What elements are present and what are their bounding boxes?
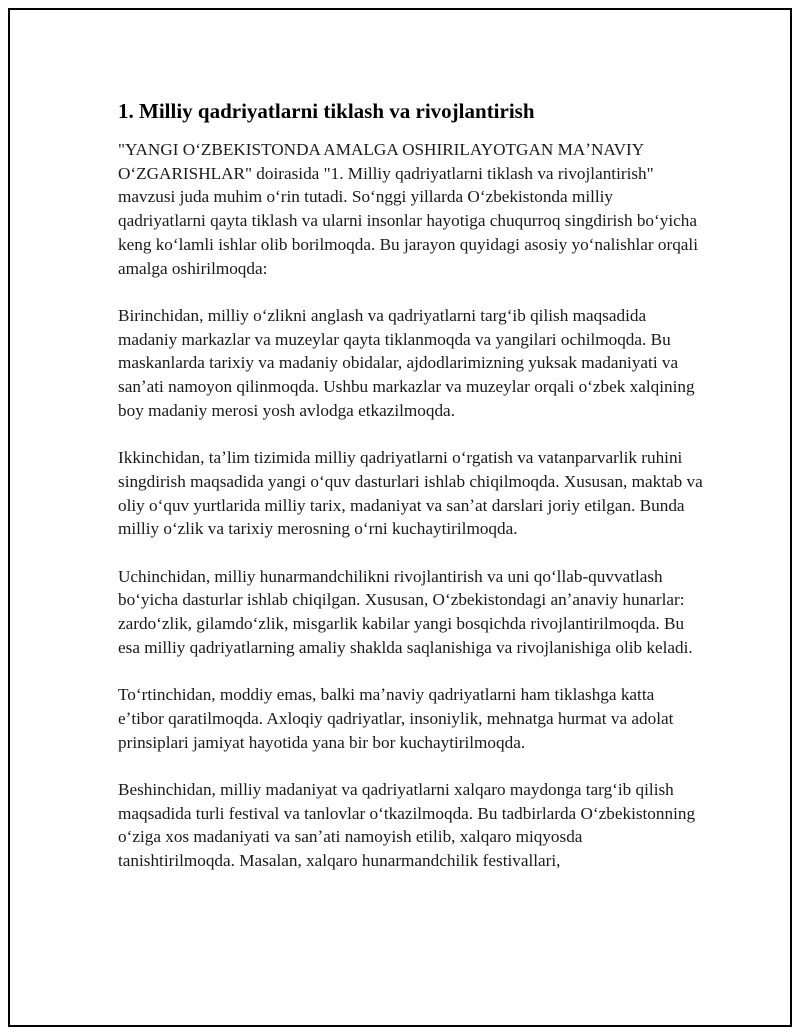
paragraph-first: Birinchidan, milliy oʻzlikni anglash va qadriyatlarni targʻib qilish maqsadida madaniy markazlar va muzeylar qayta tiklanmoqda va yangilari ochilmoqda. Bu maskanlarda tarixiy va madaniy obidalar, ajdodlarimizning yuksak madaniyati va sanʼati namoyon qilinmoqda. Ushbu markazlar va muzeylar orqali oʻzbek xalqining boy madaniy merosi yosh avlodga etkazilmoqda.	[118, 305, 695, 420]
section-heading: 1. Milliy qadriyatlarni tiklash va rivojlantirish	[118, 99, 535, 123]
document-body	[118, 98, 703, 896]
paragraph-third: Uchinchidan, milliy hunarmandchilikni rivojlantirish va uni qoʻllab-quvvatlash boʻyicha dasturlar ishlab chiqilgan. Xususan, Oʻzbekistondagi anʼanaviy hunarlar: zardoʻzlik, gilamdoʻzlik, misgarlik kabilar yangi bosqichda rivojlantirilmoqda. Bu esa milliy qadriyatlarning amaliy shaklda saqlanishiga va rivojlanishiga olib keladi.	[118, 566, 693, 657]
paragraph-fifth: Beshinchidan, milliy madaniyat va qadriyatlarni xalqaro maydonga targʻib qilish maqsadida turli festival va tanlovlar oʻtkazilmoqda. Bu tadbirlarda Oʻzbekistonning oʻziga xos madaniyati va sanʼati namoyish etilib, xalqaro miqyosda tanishtirilmoqda. Masalan, xalqaro hunarmandchilik festivallari,	[118, 779, 696, 871]
paragraph-fourth: Toʻrtinchidan, moddiy emas, balki maʼnaviy qadriyatlarni ham tiklashga katta eʼtibor qaratilmoqda. Axloqiy qadriyatlar, insoniylik, mehnatga hurmat va adolat prinsiplari jamiyat hayotida yana bir bor kuchaytirilmoqda.	[118, 685, 674, 752]
paragraph-intro: "YANGI OʻZBEKISTONDA AMALGA OSHIRILAYOTGAN MAʼNAVIY OʻZGARISHLAR" doirasida "1. Milliy qadriyatlarni tiklash va rivojlantirish" mavzusi juda muhim oʻrin tutadi. Soʻnggi yillarda Oʻzbekistonda milliy qadriyatlarni qayta tiklash va ularni insonlar hayotiga chuqurroq singdirish boʻyicha keng koʻlamli ishlar olib borilmoqda. Bu jarayon quyidagi asosiy yoʻnalishlar orqali amalga oshirilmoqda:	[118, 140, 698, 278]
paragraph-second: Ikkinchidan, taʼlim tizimida milliy qadriyatlarni oʻrgatish va vatanparvarlik ruhini singdirish maqsadida yangi oʻquv dasturlari ishlab chiqilmoqda. Xususan, maktab va oliy oʻquv yurtlarida milliy tarix, madaniyat va sanʼat darslari joriy etilgan. Bunda milliy oʻzlik va tarixiy merosning oʻrni kuchaytirilmoqda.	[118, 448, 703, 539]
page-frame	[8, 8, 792, 1027]
